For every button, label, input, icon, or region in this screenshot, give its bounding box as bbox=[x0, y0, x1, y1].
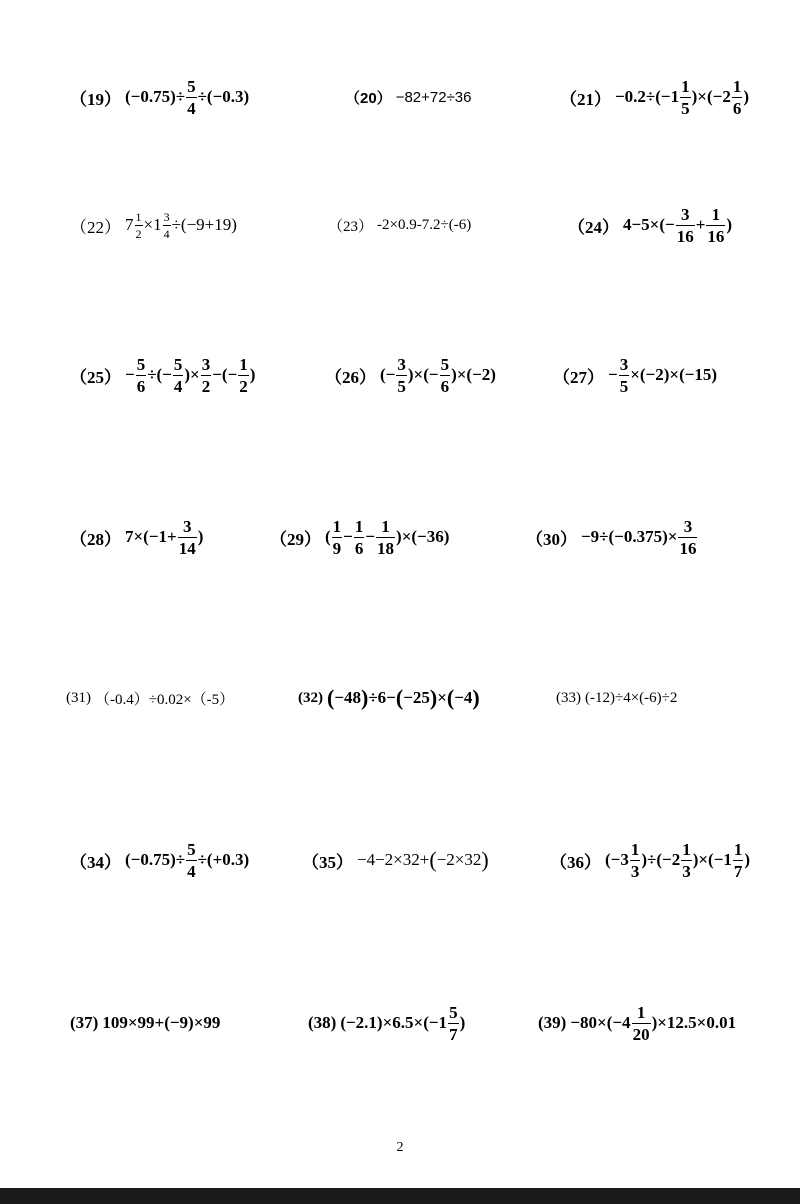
problem-row-3 bbox=[0, 340, 800, 410]
problem-row-1 bbox=[0, 62, 800, 132]
numerator: 5 bbox=[136, 354, 146, 374]
fraction bbox=[186, 78, 197, 117]
expr-part: 7 bbox=[125, 215, 134, 234]
numerator: 5 bbox=[449, 1002, 458, 1022]
numerator: 1 bbox=[733, 839, 743, 859]
problem-number: （22） bbox=[70, 217, 121, 237]
page-number: 2 bbox=[396, 1140, 404, 1155]
numerator: 5 bbox=[440, 354, 450, 374]
expr-part: )×12.5×0.01 bbox=[651, 1013, 737, 1032]
problem-number: （20） bbox=[345, 89, 392, 107]
problem-number: （26） bbox=[325, 367, 376, 387]
expr-part: (−0.75)÷ bbox=[125, 87, 186, 106]
expr-part: )×(−36) bbox=[396, 527, 450, 546]
expr-part: (−2.1)×6.5×(−1 bbox=[340, 1013, 448, 1032]
expr-part: ( bbox=[395, 685, 404, 710]
denominator: 5 bbox=[397, 376, 406, 396]
problem-row-4 bbox=[0, 502, 800, 572]
expr-part: -2×0.9-7.2÷(-6) bbox=[377, 216, 472, 233]
numerator: 1 bbox=[682, 839, 691, 859]
expr-part: ) bbox=[459, 1013, 466, 1032]
problem-number: （29） bbox=[270, 529, 321, 549]
numerator: 1 bbox=[732, 76, 742, 96]
expr-part: ) bbox=[429, 685, 438, 710]
denominator: 16 bbox=[679, 538, 697, 558]
problem-24 bbox=[568, 190, 732, 260]
fraction bbox=[680, 78, 691, 117]
expr-part: −2×32 bbox=[436, 850, 482, 869]
denominator: 4 bbox=[163, 226, 170, 241]
expr-part: −9÷(−0.375)× bbox=[581, 527, 678, 546]
numerator: 5 bbox=[173, 354, 183, 374]
expr-part: 109×99+(−9)×99 bbox=[102, 1013, 221, 1032]
denominator: 4 bbox=[187, 98, 196, 118]
expr-part: ) bbox=[726, 215, 733, 234]
problem-row-2 bbox=[0, 190, 800, 260]
numerator: 1 bbox=[135, 209, 142, 224]
denominator: 6 bbox=[136, 376, 146, 396]
numerator: 1 bbox=[239, 354, 248, 374]
expr-part: ÷(−9+19) bbox=[171, 215, 237, 234]
expr-part: −4−2×32+ bbox=[357, 850, 430, 869]
numerator: 1 bbox=[636, 1002, 646, 1022]
denominator: 5 bbox=[681, 98, 690, 118]
expr-part: ÷(+0.3) bbox=[197, 850, 250, 869]
problem-number: （24） bbox=[568, 217, 619, 237]
problem-number: (39) bbox=[538, 1013, 567, 1032]
problem-39 bbox=[538, 988, 736, 1058]
expr-part: （-0.4）÷0.02×（-5） bbox=[95, 691, 235, 708]
problem-number: (32) bbox=[298, 689, 323, 706]
denominator: 6 bbox=[732, 98, 742, 118]
expr-part: −48 bbox=[334, 688, 362, 707]
fraction bbox=[396, 356, 407, 395]
problem-number: （28） bbox=[70, 529, 121, 549]
problem-35 bbox=[302, 825, 489, 895]
fraction bbox=[632, 1004, 651, 1043]
problem-number: (37) bbox=[70, 1013, 99, 1032]
fraction bbox=[678, 518, 697, 557]
expr-part: )×(− bbox=[407, 365, 439, 384]
numerator: 1 bbox=[354, 516, 364, 536]
denominator: 2 bbox=[201, 376, 211, 396]
expr-part: ÷(−0.3) bbox=[197, 87, 250, 106]
problem-25 bbox=[70, 340, 255, 410]
denominator: 2 bbox=[239, 376, 248, 396]
expr-part: ( bbox=[325, 527, 331, 546]
expr-part: ) bbox=[197, 527, 204, 546]
fraction bbox=[332, 518, 343, 557]
problem-number: （27） bbox=[553, 367, 604, 387]
fraction bbox=[186, 841, 197, 880]
expr-part: ) bbox=[743, 87, 749, 106]
fraction bbox=[376, 518, 395, 557]
denominator: 16 bbox=[707, 226, 725, 246]
fraction bbox=[681, 841, 692, 880]
problem-number: (33) bbox=[556, 689, 581, 706]
numerator: 5 bbox=[187, 76, 196, 96]
problem-22 bbox=[70, 190, 237, 260]
numerator: 1 bbox=[681, 76, 690, 96]
problem-23 bbox=[328, 190, 471, 260]
expr-part: ) bbox=[472, 685, 480, 710]
numerator: 3 bbox=[182, 516, 192, 536]
expr-part: )×(−2 bbox=[691, 87, 731, 106]
expr-part: (-12)÷4×(-6)÷2 bbox=[585, 689, 678, 706]
expr-part: ×1 bbox=[143, 215, 162, 234]
fraction bbox=[706, 206, 725, 245]
expr-part: −80×(−4 bbox=[570, 1013, 631, 1032]
problem-row-7 bbox=[0, 988, 800, 1058]
expr-part: ) bbox=[481, 847, 489, 872]
problem-21 bbox=[560, 62, 749, 132]
numerator: 3 bbox=[683, 516, 693, 536]
expr-part: ) bbox=[361, 685, 369, 710]
fraction bbox=[448, 1004, 459, 1043]
problem-number: (31) bbox=[66, 689, 91, 706]
fraction bbox=[732, 78, 743, 117]
denominator: 4 bbox=[187, 861, 196, 881]
numerator: 3 bbox=[397, 354, 406, 374]
denominator: 6 bbox=[354, 538, 364, 558]
expr-part: −4 bbox=[454, 688, 473, 707]
expr-part: )×(−1 bbox=[692, 850, 732, 869]
problem-number: （25） bbox=[70, 367, 121, 387]
fraction bbox=[630, 841, 641, 880]
numerator: 3 bbox=[619, 354, 629, 374]
problem-29 bbox=[270, 502, 449, 572]
problem-37 bbox=[70, 988, 220, 1058]
problem-30 bbox=[526, 502, 698, 572]
expr-part: ) bbox=[249, 365, 256, 384]
expr-part: )× bbox=[184, 365, 200, 384]
denominator: 3 bbox=[630, 861, 640, 881]
fraction bbox=[135, 211, 143, 240]
denominator: 3 bbox=[682, 861, 691, 881]
problem-31 bbox=[66, 663, 234, 733]
numerator: 1 bbox=[711, 204, 721, 224]
numerator: 1 bbox=[630, 839, 640, 859]
denominator: 2 bbox=[135, 226, 142, 241]
fraction bbox=[676, 206, 695, 245]
expr-part: ( bbox=[429, 847, 437, 872]
expr-part: (−3 bbox=[605, 850, 629, 869]
problem-26 bbox=[325, 340, 496, 410]
denominator: 5 bbox=[619, 376, 629, 396]
problem-20 bbox=[345, 62, 472, 132]
denominator: 7 bbox=[733, 861, 743, 881]
denominator: 4 bbox=[173, 376, 183, 396]
fraction bbox=[619, 356, 630, 395]
expr-part: − bbox=[608, 365, 618, 384]
numerator: 1 bbox=[332, 516, 342, 536]
problem-row-6 bbox=[0, 825, 800, 895]
problem-19 bbox=[70, 62, 249, 132]
numerator: 3 bbox=[680, 204, 690, 224]
expr-part: − bbox=[365, 527, 376, 546]
denominator: 9 bbox=[332, 538, 342, 558]
expr-part: (− bbox=[380, 365, 396, 384]
problem-33 bbox=[556, 663, 677, 733]
page-bottom-bar bbox=[0, 1188, 800, 1204]
expr-part: ×(−2)×(−15) bbox=[630, 365, 718, 384]
problem-number: （19） bbox=[70, 89, 121, 109]
expr-part: ( bbox=[327, 685, 335, 710]
problem-number: （23） bbox=[328, 218, 374, 235]
expr-part: ( bbox=[446, 685, 455, 710]
fraction bbox=[238, 356, 249, 395]
expr-part: × bbox=[437, 688, 447, 707]
numerator: 3 bbox=[201, 354, 211, 374]
expr-part: ÷6− bbox=[368, 688, 396, 707]
expr-part: )÷(−2 bbox=[641, 850, 681, 869]
expr-part: (−0.75)÷ bbox=[125, 850, 186, 869]
numerator: 1 bbox=[381, 516, 390, 536]
problem-number: （34） bbox=[70, 852, 121, 872]
problem-32 bbox=[298, 663, 480, 733]
problem-number: （35） bbox=[302, 852, 353, 872]
expr-part: − bbox=[343, 527, 353, 546]
problem-number: （21） bbox=[560, 89, 611, 109]
problem-row-5 bbox=[0, 663, 800, 733]
fraction bbox=[440, 356, 451, 395]
denominator: 16 bbox=[676, 226, 694, 246]
expr-part: ) bbox=[744, 850, 751, 869]
denominator: 18 bbox=[377, 538, 395, 558]
expr-part: −25 bbox=[403, 688, 430, 707]
fraction bbox=[163, 211, 171, 240]
expr-part: −(− bbox=[212, 365, 238, 384]
expr-part: )×(−2) bbox=[451, 365, 496, 384]
fraction bbox=[173, 356, 184, 395]
expr-part: 7×(−1+ bbox=[125, 527, 177, 546]
expr-part: ÷(− bbox=[147, 365, 172, 384]
problem-28 bbox=[70, 502, 203, 572]
fraction bbox=[136, 356, 147, 395]
problem-38 bbox=[308, 988, 465, 1058]
denominator: 6 bbox=[440, 376, 450, 396]
denominator: 20 bbox=[632, 1024, 650, 1044]
fraction bbox=[354, 518, 365, 557]
problem-34 bbox=[70, 825, 249, 895]
numerator: 5 bbox=[187, 839, 196, 859]
expr-part: − bbox=[125, 365, 135, 384]
problem-27 bbox=[553, 340, 717, 410]
problem-36 bbox=[550, 825, 750, 895]
expr-part: + bbox=[695, 215, 706, 234]
problem-number: (38) bbox=[308, 1013, 337, 1032]
fraction bbox=[178, 518, 197, 557]
fraction bbox=[733, 841, 744, 880]
expr-part: 4−5×(− bbox=[623, 215, 675, 234]
denominator: 7 bbox=[449, 1024, 458, 1044]
problem-number: （36） bbox=[550, 852, 601, 872]
fraction bbox=[201, 356, 212, 395]
expr-part: −82+72÷36 bbox=[395, 88, 472, 106]
numerator: 3 bbox=[163, 209, 170, 224]
expr-part: −0.2÷(−1 bbox=[615, 87, 680, 106]
denominator: 14 bbox=[178, 538, 196, 558]
problem-number: （30） bbox=[526, 529, 577, 549]
